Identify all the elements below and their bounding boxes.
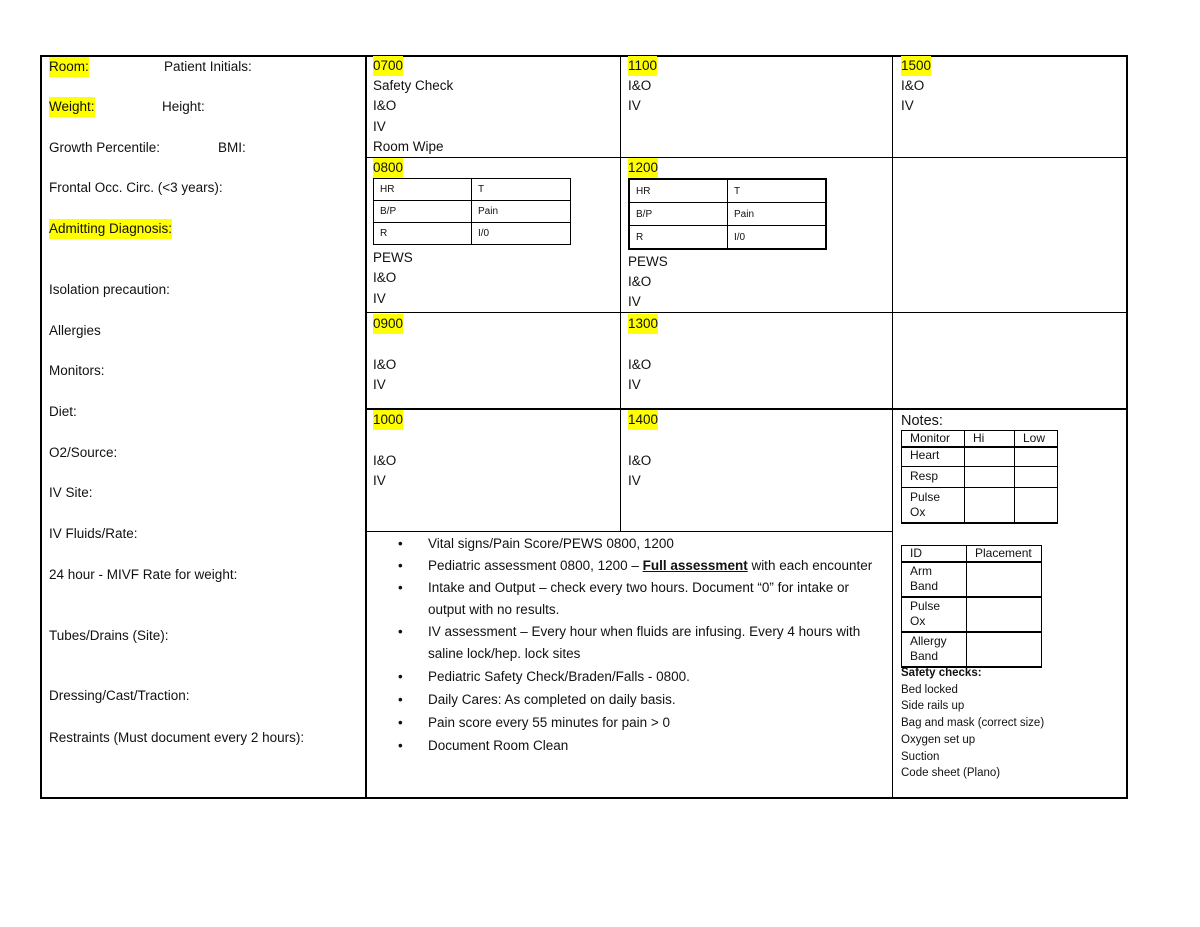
- task-iv: IV: [628, 294, 641, 309]
- task-io: I&O: [373, 98, 397, 113]
- time-0800: 0800: [373, 158, 403, 178]
- col-id: ID: [902, 546, 967, 563]
- time-1200: 1200: [628, 158, 658, 178]
- height-label: Height:: [162, 99, 205, 114]
- vital-pain: Pain: [728, 203, 827, 226]
- task-iv: IV: [373, 473, 386, 488]
- task-iv: IV: [628, 473, 641, 488]
- task-iv: IV: [373, 377, 386, 392]
- dressing-label: Dressing/Cast/Traction:: [49, 688, 190, 703]
- instructions-list: [398, 533, 888, 757]
- safety-item: Bed locked: [901, 683, 958, 696]
- task-pews: PEWS: [373, 250, 413, 265]
- time-1100: 1100: [628, 56, 657, 76]
- vital-r: R: [374, 223, 472, 245]
- col-hi: Hi: [965, 431, 1015, 448]
- col-placement: Placement: [967, 546, 1042, 563]
- task-iv: IV: [628, 98, 641, 113]
- safety-item: Code sheet (Plano): [901, 767, 1001, 780]
- vital-bp: B/P: [629, 203, 728, 226]
- iv-fluids-label: IV Fluids/Rate:: [49, 526, 138, 541]
- divider-right: [892, 55, 893, 799]
- task-iv: IV: [373, 119, 386, 134]
- growth-percentile-label: Growth Percentile:: [49, 140, 161, 155]
- row-arm-band: Arm Band: [902, 562, 967, 597]
- list-item: • Pain score every 55 minutes for pain > 0: [398, 712, 888, 734]
- task-io: I&O: [901, 78, 925, 93]
- list-item: • Daily Cares: As completed on daily basis.: [398, 689, 888, 711]
- mivf-label: 24 hour - MIVF Rate for weight:: [49, 567, 238, 582]
- bmi-label: BMI:: [218, 140, 246, 155]
- task-io: I&O: [373, 453, 397, 468]
- safety-item: Suction: [901, 750, 940, 763]
- vitals-table-0800: [373, 178, 571, 245]
- task-io: I&O: [373, 270, 397, 285]
- row-pulse-ox: Pulse Ox: [902, 488, 965, 524]
- vital-io: I/0: [472, 223, 571, 245]
- diet-label: Diet:: [49, 404, 77, 419]
- list-item: • Document Room Clean: [398, 735, 888, 757]
- task-io: I&O: [628, 357, 652, 372]
- list-item: • Pediatric Safety Check/Braden/Falls - 0800.: [398, 666, 888, 688]
- task-io: I&O: [628, 78, 652, 93]
- time-1400: 1400: [628, 410, 658, 430]
- patient-initials-label: Patient Initials:: [164, 59, 252, 74]
- safety-item: Bag and mask (correct size): [901, 717, 1045, 730]
- row-pulse-ox: Pulse Ox: [902, 597, 967, 632]
- vital-hr: HR: [629, 179, 728, 203]
- full-assessment-emphasis: Full assessment: [642, 558, 748, 573]
- o2-source-label: O2/Source:: [49, 445, 118, 460]
- allergies-label: Allergies: [49, 323, 101, 338]
- notes-title: Notes:: [901, 413, 943, 429]
- time-1500: 1500: [901, 56, 931, 76]
- task-io: I&O: [628, 453, 652, 468]
- list-item: • Pediatric assessment 0800, 1200 – Full assessment with each encounter: [398, 555, 888, 577]
- vital-io: I/0: [728, 226, 827, 250]
- row-divider-1: [366, 157, 1127, 158]
- monitor-limits-table: [901, 430, 1058, 524]
- task-iv: IV: [373, 291, 386, 306]
- task-io: I&O: [373, 357, 397, 372]
- safety-item: Side rails up: [901, 700, 965, 713]
- time-0900: 0900: [373, 314, 403, 334]
- task-safety-check: Safety Check: [373, 78, 454, 93]
- restraints-label: Restraints (Must document every 2 hours):: [49, 730, 305, 745]
- list-item: • Vital signs/Pain Score/PEWS 0800, 1200: [398, 533, 888, 555]
- vital-t: T: [728, 179, 827, 203]
- safety-checks: [901, 665, 1044, 782]
- id-placement-table: [901, 545, 1042, 668]
- row-resp: Resp: [902, 467, 965, 488]
- time-0700: 0700: [373, 56, 403, 76]
- frontal-occ-label: Frontal Occ. Circ. (<3 years):: [49, 180, 223, 195]
- list-item: • IV assessment – Every hour when fluids are infusing. Every 4 hours with saline lock/hep. lock sites: [398, 621, 888, 665]
- list-item: • Intake and Output – check every two hours. Document “0” for intake or output with no results.: [398, 577, 888, 621]
- divider-mid: [620, 55, 621, 532]
- safety-item: Oxygen set up: [901, 733, 976, 746]
- task-iv: IV: [628, 377, 641, 392]
- monitors-label: Monitors:: [49, 363, 105, 378]
- room-label: Room:: [49, 57, 89, 77]
- row-heart: Heart: [902, 447, 965, 467]
- task-room-wipe: Room Wipe: [373, 139, 444, 154]
- time-1300: 1300: [628, 314, 658, 334]
- tubes-label: Tubes/Drains (Site):: [49, 628, 169, 643]
- time-1000: 1000: [373, 410, 403, 430]
- col-monitor: Monitor: [902, 431, 965, 448]
- vital-r: R: [629, 226, 728, 250]
- weight-label: Weight:: [49, 97, 95, 117]
- iv-site-label: IV Site:: [49, 485, 93, 500]
- divider-left: [365, 55, 367, 799]
- task-io: I&O: [628, 274, 652, 289]
- vital-bp: B/P: [374, 201, 472, 223]
- vital-pain: Pain: [472, 201, 571, 223]
- row-allergy-band: Allergy Band: [902, 632, 967, 667]
- col-low: Low: [1015, 431, 1058, 448]
- row-divider-3: [366, 408, 1127, 410]
- vital-hr: HR: [374, 179, 472, 201]
- admitting-diagnosis-label: Admitting Diagnosis:: [49, 219, 172, 239]
- isolation-label: Isolation precaution:: [49, 282, 170, 297]
- task-iv: IV: [901, 98, 914, 113]
- safety-checks-title: Safety checks:: [901, 667, 982, 679]
- vitals-table-1200: [628, 178, 827, 250]
- row-divider-2: [366, 312, 1127, 313]
- row-divider-4: [366, 531, 893, 532]
- vital-t: T: [472, 179, 571, 201]
- task-pews: PEWS: [628, 254, 668, 269]
